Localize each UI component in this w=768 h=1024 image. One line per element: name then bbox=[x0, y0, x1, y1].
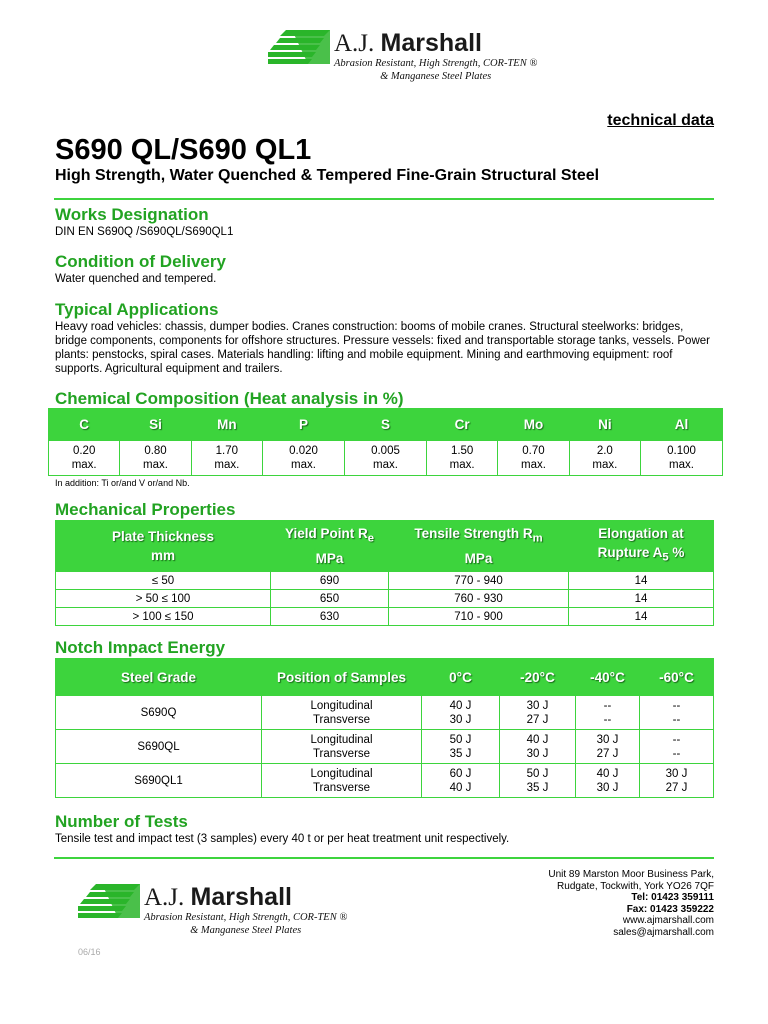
section-heading: Typical Applications bbox=[55, 300, 219, 319]
grade-cell: S690QL bbox=[56, 730, 262, 764]
element-value: 0.70 max. bbox=[498, 441, 569, 476]
section-heading: Condition of Delivery bbox=[55, 252, 226, 271]
address-line: Unit 89 Marston Moor Business Park, bbox=[548, 869, 714, 880]
energy-cell: -- -- bbox=[640, 696, 714, 730]
tensile-cell: 760 - 930 bbox=[389, 590, 569, 608]
technical-data-label: technical data bbox=[607, 112, 714, 129]
element-header: Si bbox=[120, 409, 191, 441]
page-title: S690 QL/S690 QL1 bbox=[55, 134, 312, 166]
element-header: P bbox=[263, 409, 345, 441]
yield-header: Yield Point $R_e$ MPa bbox=[271, 521, 389, 572]
elongation-header: Elongation at Rupture $A_5$ % bbox=[569, 521, 714, 572]
elongation-cell: 14 bbox=[569, 590, 714, 608]
elongation-cell: 14 bbox=[569, 608, 714, 626]
logo-stripes-icon bbox=[268, 30, 330, 64]
table-row bbox=[56, 696, 714, 730]
notch-impact-table bbox=[55, 658, 714, 798]
fax: Fax: 01423 359222 bbox=[626, 903, 714, 915]
yield-cell: 630 bbox=[271, 608, 389, 626]
table-row bbox=[56, 590, 714, 608]
section-heading: Works Designation bbox=[55, 205, 209, 224]
section-heading: Chemical Composition (Heat analysis in %) bbox=[55, 389, 404, 408]
tensile-cell: 710 - 900 bbox=[389, 608, 569, 626]
telephone: Tel: 01423 359111 bbox=[631, 892, 714, 903]
thickness-cell: ≤ 50 bbox=[56, 572, 271, 590]
mechanical-properties-section bbox=[55, 500, 715, 520]
element-header: Mo bbox=[498, 409, 569, 441]
temp-header: 0°C bbox=[422, 659, 500, 696]
page-subtitle: High Strength, Water Quenched & Tempered Fine-Grain Structural Steel bbox=[55, 167, 600, 184]
number-of-tests-section bbox=[55, 812, 715, 846]
energy-cell: 40 J 30 J bbox=[576, 764, 640, 798]
element-value: 1.50 max. bbox=[426, 441, 497, 476]
element-header: C bbox=[49, 409, 120, 441]
contact-block bbox=[548, 869, 714, 938]
section-text: Water quenched and tempered. bbox=[55, 273, 217, 285]
section-text: DIN EN S690Q /S690QL/S690QL1 bbox=[55, 226, 234, 238]
elongation-cell: 14 bbox=[569, 572, 714, 590]
grade-cell: S690QL1 bbox=[56, 764, 262, 798]
footer-company-logo bbox=[78, 884, 347, 937]
temp-header: -20°C bbox=[500, 659, 576, 696]
element-value: 0.020 max. bbox=[263, 441, 345, 476]
element-header: Mn bbox=[191, 409, 262, 441]
footer-divider bbox=[54, 857, 714, 859]
element-value: 1.70 max. bbox=[191, 441, 262, 476]
energy-cell: 30 J 27 J bbox=[576, 730, 640, 764]
website-link[interactable]: www.ajmarshall.com bbox=[622, 915, 714, 926]
position-cell: Longitudinal Transverse bbox=[262, 730, 422, 764]
yield-cell: 690 bbox=[271, 572, 389, 590]
position-header: Position of Samples bbox=[262, 659, 422, 696]
section-heading: Mechanical Properties bbox=[55, 500, 236, 519]
brand-tagline: Abrasion Resistant, High Strength, COR-TEN ® & Manganese Steel Plates bbox=[334, 58, 538, 82]
thickness-cell: > 50 ≤ 100 bbox=[56, 590, 271, 608]
element-header: Al bbox=[641, 409, 723, 441]
works-designation-section bbox=[55, 205, 715, 239]
position-cell: Longitudinal Transverse bbox=[262, 696, 422, 730]
section-text: Heavy road vehicles: chassis, dumper bodies. Cranes construction: booms of mobile cranes. Structural steelworks: bridges, bridge components, components for offshore structures. Pressure vessels: fixed and transportable storage tanks, vessels. Power plants: penstocks, spiral cases. Materials handling: lifting and mobile equipment. Mining and earthmoving equipment: roof supports. Agricultural equipment and trailers. bbox=[55, 321, 710, 375]
energy-cell: 40 J 30 J bbox=[500, 730, 576, 764]
energy-cell: 60 J 40 J bbox=[422, 764, 500, 798]
date-code: 06/16 bbox=[78, 947, 101, 957]
tensile-header: Tensile Strength $R_m$ MPa bbox=[389, 521, 569, 572]
element-value: 0.005 max. bbox=[345, 441, 427, 476]
energy-cell: 50 J 35 J bbox=[422, 730, 500, 764]
element-header: Cr bbox=[426, 409, 497, 441]
logo-stripes-icon bbox=[78, 884, 140, 918]
tensile-cell: 770 - 940 bbox=[389, 572, 569, 590]
element-value: 2.0 max. bbox=[569, 441, 640, 476]
chemical-note: In addition: Ti or/and V or/and Nb. bbox=[55, 478, 190, 488]
notch-impact-section bbox=[55, 638, 715, 658]
element-value: 0.100 max. bbox=[641, 441, 723, 476]
thickness-header: Plate Thickness mm bbox=[56, 521, 271, 572]
element-header: Ni bbox=[569, 409, 640, 441]
element-header: S bbox=[345, 409, 427, 441]
element-value: 0.80 max. bbox=[120, 441, 191, 476]
thickness-cell: > 100 ≤ 150 bbox=[56, 608, 271, 626]
condition-of-delivery-section bbox=[55, 252, 715, 286]
chemical-composition-section bbox=[55, 389, 715, 409]
header-divider bbox=[54, 198, 714, 200]
grade-header: Steel Grade bbox=[56, 659, 262, 696]
position-cell: Longitudinal Transverse bbox=[262, 764, 422, 798]
energy-cell: 40 J 30 J bbox=[422, 696, 500, 730]
address-line: Rudgate, Tockwith, York YO26 7QF bbox=[557, 880, 714, 892]
section-text: Tensile test and impact test (3 samples) every 40 t or per heat treatment unit respectively. bbox=[55, 833, 510, 845]
table-row bbox=[56, 572, 714, 590]
element-value: 0.20 max. bbox=[49, 441, 120, 476]
grade-cell: S690Q bbox=[56, 696, 262, 730]
section-heading: Number of Tests bbox=[55, 812, 188, 831]
typical-applications-section bbox=[55, 300, 715, 376]
email-link[interactable]: sales@ajmarshall.com bbox=[613, 926, 714, 938]
brand-name: A.J. Marshall bbox=[334, 29, 482, 57]
mechanical-properties-table bbox=[55, 520, 714, 626]
company-logo bbox=[268, 30, 537, 83]
energy-cell: -- -- bbox=[640, 730, 714, 764]
energy-cell: 50 J 35 J bbox=[500, 764, 576, 798]
temp-header: -40°C bbox=[576, 659, 640, 696]
energy-cell: -- -- bbox=[576, 696, 640, 730]
table-row bbox=[56, 764, 714, 798]
brand-name: A.J. Marshall bbox=[144, 883, 292, 911]
energy-cell: 30 J 27 J bbox=[500, 696, 576, 730]
table-row bbox=[56, 730, 714, 764]
section-heading: Notch Impact Energy bbox=[55, 638, 226, 657]
temp-header: -60°C bbox=[640, 659, 714, 696]
table-row bbox=[56, 608, 714, 626]
chemical-composition-table bbox=[48, 408, 723, 476]
yield-cell: 650 bbox=[271, 590, 389, 608]
brand-tagline: Abrasion Resistant, High Strength, COR-TEN ® & Manganese Steel Plates bbox=[144, 912, 348, 936]
energy-cell: 30 J 27 J bbox=[640, 764, 714, 798]
